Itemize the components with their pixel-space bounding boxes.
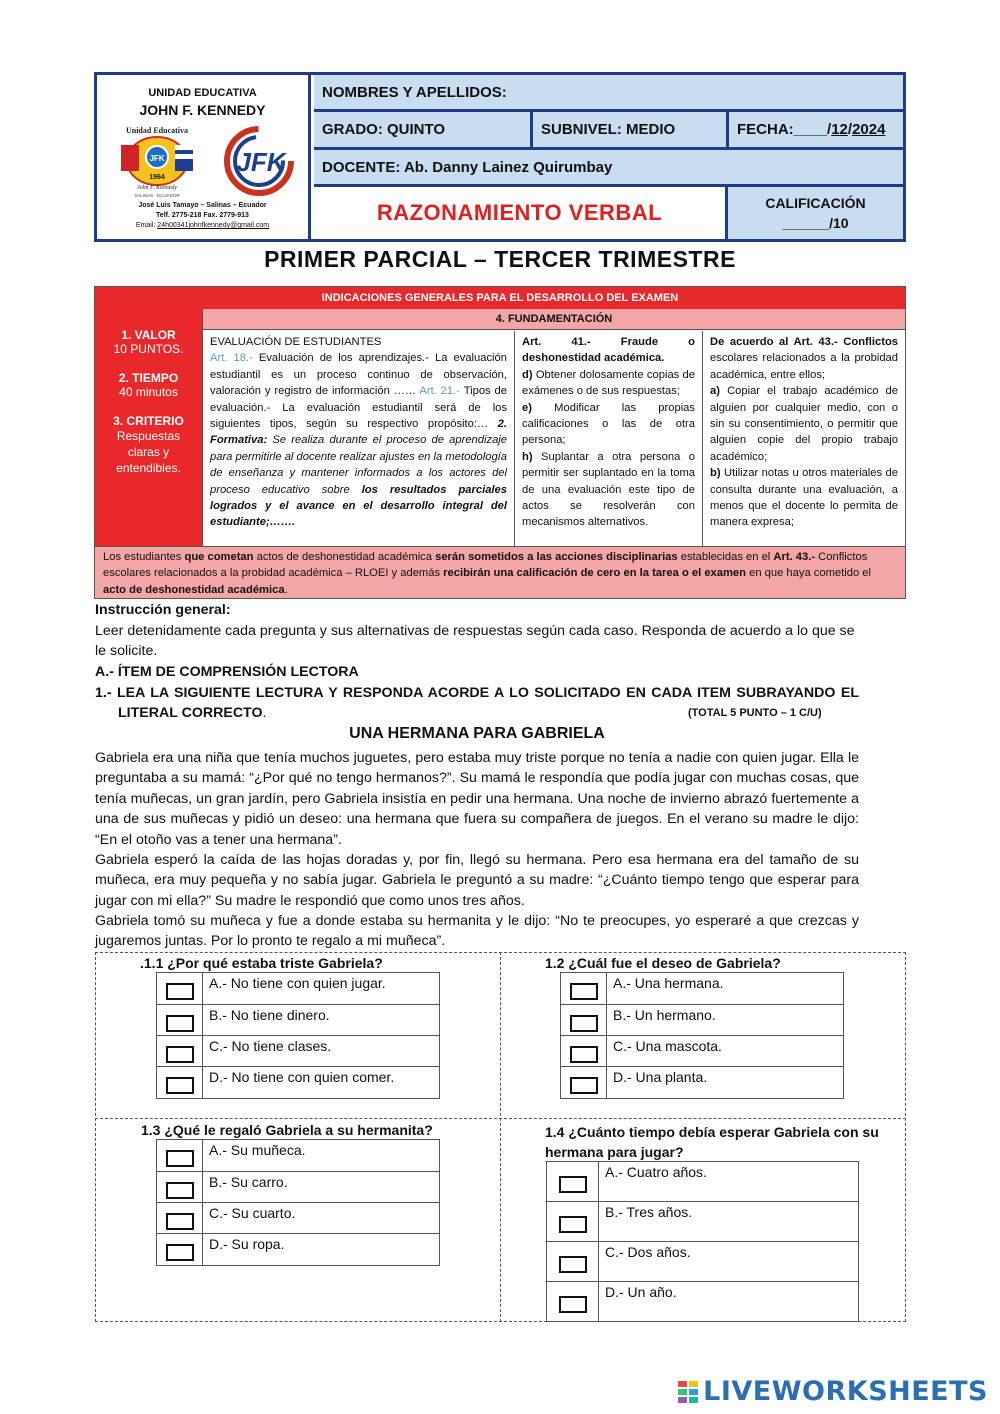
option-label: A.- Su muñeca. (203, 1140, 440, 1172)
art43-heading: De acuerdo al Art. 43.- Conflictos (710, 336, 898, 348)
art41-e-text: Modificar las propias calificaciones o las de otra persona; (522, 401, 695, 447)
indications-table (94, 286, 906, 599)
question-1-1-options (156, 972, 440, 1099)
school-name: JOHN F. KENNEDY (139, 102, 266, 118)
warn-bold-4: recibirán una calificación de cero en la tarea o el examen (443, 567, 746, 580)
questions-divider-horizontal (95, 1118, 906, 1119)
question-1-2-options (560, 972, 844, 1099)
school-crest-icon (111, 121, 301, 199)
option-row[interactable] (547, 1162, 859, 1202)
date-field[interactable]: FECHA: ____ / 12 / 2024 (729, 112, 903, 150)
option-checkbox[interactable] (561, 1036, 607, 1067)
criterio-label: 3. CRITERIO (113, 414, 184, 428)
option-label: D.- Una planta. (607, 1067, 844, 1099)
question-1-3-title: 1.3 ¿Qué le regaló Gabriela a su hermanita? (141, 1122, 433, 1138)
school-contact (97, 201, 308, 231)
questions-divider-vertical (500, 952, 501, 1322)
score-cell (728, 187, 903, 239)
question-1-4-options (546, 1161, 859, 1322)
option-row[interactable] (157, 1234, 440, 1266)
warn-text-3: establecidas en el (677, 551, 774, 563)
score-blank: ______ (782, 215, 830, 231)
evaluacion-heading: EVALUACIÓN DE ESTUDIANTES (210, 336, 382, 348)
question-1-4-title (545, 1122, 879, 1162)
art43-b-label: b) (710, 467, 721, 480)
tiempo-label: 2. TIEMPO (118, 371, 179, 385)
names-label: NOMBRES Y APELLIDOS: (322, 83, 507, 101)
option-row[interactable] (561, 973, 844, 1005)
checkbox-icon[interactable] (166, 1182, 194, 1199)
option-label: D.- No tiene con quien comer. (203, 1067, 440, 1099)
teacher-cell (314, 150, 903, 187)
option-checkbox[interactable] (547, 1242, 599, 1282)
warn-bold-2: serán sometidos a las acciones disciplinarias (435, 551, 678, 563)
option-label: B.- Tres años. (599, 1202, 859, 1242)
art41-heading: Art. 41.- Fraude o deshonestidad académica. (522, 336, 695, 365)
option-label: B.- Su carro. (203, 1172, 440, 1203)
option-row[interactable] (157, 1203, 440, 1234)
option-label: A.- No tiene con quien jugar. (203, 973, 440, 1005)
art21-label: Art. 21.- (419, 385, 460, 398)
option-label: C.- Su cuarto. (203, 1203, 440, 1234)
warn-text-4: Conflictos escolares relacionados a la probidad académica – RLOEI y además (103, 551, 868, 580)
date-day-blank: ____ (793, 121, 828, 138)
date-year: 2024 (852, 121, 886, 138)
checkbox-icon[interactable] (559, 1216, 587, 1233)
tiempo-value: 40 minutos (119, 385, 178, 399)
school-type: UNIDAD EDUCATIVA (148, 87, 257, 99)
option-row[interactable] (157, 1005, 440, 1036)
warn-bold-5: acto de deshonestidad académica (103, 583, 285, 596)
score-field[interactable] (728, 213, 903, 233)
option-label: D.- Un año. (599, 1282, 859, 1322)
reading-paragraph-3: Gabriela tomó su muñeca y fue a donde estaba su hermanita y le dijo: “No te preocupes, yo esperaré a que crezcas y jugaremos juntas. Por lo pronto te regalo a mi muñeca”. (95, 913, 859, 950)
option-label: B.- Un hermano. (607, 1005, 844, 1036)
grade-label: GRADO: QUINTO (322, 121, 446, 138)
option-checkbox[interactable] (157, 1005, 203, 1036)
seal-top-text: Unidad Educativa (125, 126, 189, 135)
school-email-line (97, 221, 308, 231)
date-label: FECHA: (737, 121, 794, 138)
reading-paragraph-2: Gabriela esperó la caída de las hojas doradas y, por fin, llegó su hermana. Pero esa hermana era del tamaño de su muñeca, era muy pequeña y no sabía jugar. Gabriela le preguntó a su madre: “¿Cuánto tiempo tengo que esperar para jugar con mi ella?” Su madre le respondió que como unos tres años. (95, 852, 859, 909)
option-checkbox[interactable] (561, 973, 607, 1005)
option-row[interactable] (157, 973, 440, 1005)
instruction-text: Leer detenidamente cada pregunta y sus alternativas de respuestas según cada caso. Responda de acuerdo a lo que se le solicite. (95, 623, 855, 660)
school-email: 24h00341johnfkennedy@gmail.com (157, 222, 270, 229)
item1-dot: . (262, 705, 267, 721)
art18-text: Evaluación de los aprendizajes.- La evaluación estudiantil es un proceso continuo de observación, valoración y registro de información …… (210, 352, 507, 398)
conflictos-column (703, 331, 905, 546)
exam-header (94, 72, 906, 242)
warn-text-5: en que haya cometido el (746, 567, 872, 580)
art41-h-text: Suplantar a otra persona o permitir ser suplantado en la toma de una evaluación este tipo de actos se resolverán con mecanismos alternativos. (522, 450, 695, 529)
option-checkbox[interactable] (157, 1140, 203, 1172)
question-1-3-options (156, 1139, 440, 1266)
warn-bold-1: que cometan (184, 551, 254, 563)
checkbox-icon[interactable] (570, 1046, 598, 1063)
option-label: D.- Su ropa. (203, 1234, 440, 1266)
option-row[interactable] (157, 1036, 440, 1067)
question-1-2-title: 1.2 ¿Cuál fue el deseo de Gabriela? (545, 955, 781, 971)
warn-text-2: actos de deshonestidad académica (253, 551, 436, 563)
option-label: B.- No tiene dinero. (203, 1005, 440, 1036)
sublevel-label: SUBNIVEL: MEDIO (541, 121, 676, 138)
checkbox-icon[interactable] (166, 1077, 194, 1094)
school-phones: Telf. 2775-218 Fax. 2779-913 (156, 212, 249, 219)
formative-bold: los resultados parciales logrados y el avance en el desarrollo integral del estudiante;……. (210, 483, 507, 529)
checkbox-icon[interactable] (570, 1015, 598, 1032)
exam-title: PRIMER PARCIAL – TERCER TRIMESTRE (264, 246, 736, 272)
seal-name-text: John F. Kennedy (136, 185, 178, 191)
reading-title: UNA HERMANA PARA GABRIELA (349, 725, 605, 742)
teacher-label: DOCENTE: Ab. Danny Lainez Quirumbay (322, 158, 613, 176)
art43-a-text: Copiar el trabajo académico de alguien por cualquier medio, con o sin su consentimiento, o permitir que alguien copie del propio trabajo académico; (710, 385, 898, 463)
subject-title: RAZONAMIENTO VERBAL (314, 187, 728, 239)
liveworksheets-text: LIVEWORKSHEETS (703, 1376, 988, 1407)
art41-d-text: Obtener dolosamente copias de exámenes o de sus respuestas; (522, 368, 695, 398)
jfk-logo-text: JFK (236, 147, 286, 177)
option-label: A.- Cuatro años. (599, 1162, 859, 1202)
checkbox-icon[interactable] (166, 1213, 194, 1230)
option-checkbox[interactable] (157, 1067, 203, 1099)
liveworksheets-watermark (677, 1376, 988, 1407)
date-month: 12 (831, 121, 848, 138)
checkbox-icon[interactable] (166, 1150, 194, 1167)
item1-literal: LITERAL CORRECTO (118, 705, 263, 721)
checkbox-icon[interactable] (166, 1046, 194, 1063)
option-checkbox[interactable] (561, 1005, 607, 1036)
school-address: José Luis Tamayo – Salinas – Ecuador (138, 202, 267, 209)
sublevel-cell (533, 112, 729, 150)
score-label: CALIFICACIÓN (765, 195, 866, 211)
option-row[interactable] (547, 1282, 859, 1322)
option-checkbox[interactable] (157, 973, 203, 1005)
option-label: C.- Una mascota. (607, 1036, 844, 1067)
checkbox-icon[interactable] (166, 1244, 194, 1261)
disciplinary-warning (95, 546, 905, 598)
art43-intro: escolares relacionados a la probidad académica, entre ellos; (710, 352, 898, 381)
checkbox-icon[interactable] (559, 1256, 587, 1273)
checkbox-icon[interactable] (570, 983, 598, 1000)
art41-h-label: h) (522, 450, 533, 463)
warn-text-1: Los estudiantes (103, 551, 185, 563)
warn-text-6: . (284, 583, 288, 596)
question-1-4-title-line2: hermana para jugar? (545, 1144, 684, 1160)
checkbox-icon[interactable] (570, 1077, 598, 1094)
option-row[interactable] (561, 1067, 844, 1099)
art41-d-label: d) (522, 368, 533, 381)
names-field[interactable] (314, 75, 903, 112)
valor-label: 1. VALOR (121, 328, 176, 342)
option-checkbox[interactable] (561, 1067, 607, 1099)
liveworksheets-logo-icon (677, 1380, 699, 1404)
checkbox-icon[interactable] (166, 1015, 194, 1032)
fundamentacion-title: 4. FUNDAMENTACIÓN (203, 309, 905, 330)
reading-paragraph-1: Gabriela era una niña que tenía muchos juguetes, pero estaba muy triste porque no tenía a nadie con quien jugar. Ella le preguntaba a su mamá: “¿Por qué no tengo hermanos?”. Su mamá le respondía que podía jugar con muchas cosas, que tenía muñecas, un gran jardín, pero Gabriela insistía en pedir una hermana. Una noche de invierno abrazó fuertemente a una de sus muñecas y pidió un deseo: una hermana que fuera su compañera de juegos. En el verano su madre le dijo: “En el otoño vas a tener una hermana”. (95, 750, 859, 848)
seal-year-text: 1964 (149, 174, 165, 181)
indications-title: INDICACIONES GENERALES PARA EL DESARROLLO DEL EXAMEN (95, 287, 905, 309)
question-1-4-title-line1: 1.4 ¿Cuánto tiempo debía esperar Gabriela con su (545, 1124, 879, 1140)
instruction-label: Instrucción general: (95, 602, 231, 618)
option-label: A.- Una hermana. (607, 973, 844, 1005)
art43-b-text: Utilizar notas u otros materiales de consulta durante una evaluación, a menos que el docente lo permita de manera expresa; (710, 467, 898, 529)
option-checkbox[interactable] (157, 1203, 203, 1234)
item1-instruction: 1.- LEA LA SIGUIENTE LECTURA Y RESPONDA ACORDE A LO SOLICITADO EN CADA ITEM SUBRAYANDO EL (95, 685, 859, 701)
school-logo-cell (97, 75, 311, 239)
item1-total: (TOTAL 5 PUNTO – 1 C/U) (688, 707, 822, 719)
option-row[interactable] (561, 1036, 844, 1067)
grade-cell (314, 112, 533, 150)
option-row[interactable] (547, 1202, 859, 1242)
evaluacion-column (203, 331, 515, 546)
item1-instruction-cont (118, 703, 266, 723)
option-label: C.- Dos años. (599, 1242, 859, 1282)
option-checkbox[interactable] (157, 1234, 203, 1266)
option-label: C.- No tiene clases. (203, 1036, 440, 1067)
checkbox-icon[interactable] (559, 1296, 587, 1313)
indications-criteria (95, 309, 203, 546)
art21-text: Tipos de evaluación.- La evaluación estudiantil será de los siguientes tipos, según su respectivo propósito:… (210, 385, 507, 431)
formative-label: 2. Formativa: (210, 418, 508, 447)
fraude-column (515, 331, 703, 546)
option-row[interactable] (157, 1140, 440, 1172)
valor-value: 10 PUNTOS. (113, 342, 184, 356)
art18-label: Art. 18.- (210, 352, 253, 365)
option-checkbox[interactable] (547, 1202, 599, 1242)
checkbox-icon[interactable] (559, 1176, 587, 1193)
art41-e-label: e) (522, 401, 532, 414)
question-1-1-title: .1.1 ¿Por qué estaba triste Gabriela? (140, 955, 383, 971)
checkbox-icon[interactable] (166, 983, 194, 1000)
criterio-value: Respuestas claras y entendibles. (116, 429, 181, 475)
option-checkbox[interactable] (157, 1172, 203, 1203)
option-row[interactable] (157, 1172, 440, 1203)
option-checkbox[interactable] (547, 1162, 599, 1202)
option-row[interactable] (547, 1242, 859, 1282)
option-row[interactable] (157, 1067, 440, 1099)
warn-bold-3: Art. 43.- (773, 551, 816, 563)
formative-text: Se realiza durante el proceso de aprendizaje para permitirle al docente realizar ajustes en la metodología de enseñanza y mantener informados a los actores del proceso educativo sobre (210, 434, 507, 496)
seal-jfk-text: JFK (149, 154, 165, 163)
seal-place-text: SALINAS - ECUADOR (134, 193, 180, 198)
option-row[interactable] (561, 1005, 844, 1036)
section-title: A.- ÍTEM DE COMPRENSIÓN LECTORA (95, 664, 359, 680)
email-label: Email: (135, 222, 158, 229)
option-checkbox[interactable] (547, 1282, 599, 1322)
score-total: /10 (829, 215, 849, 231)
option-checkbox[interactable] (157, 1036, 203, 1067)
art43-a-label: a) (710, 385, 720, 398)
